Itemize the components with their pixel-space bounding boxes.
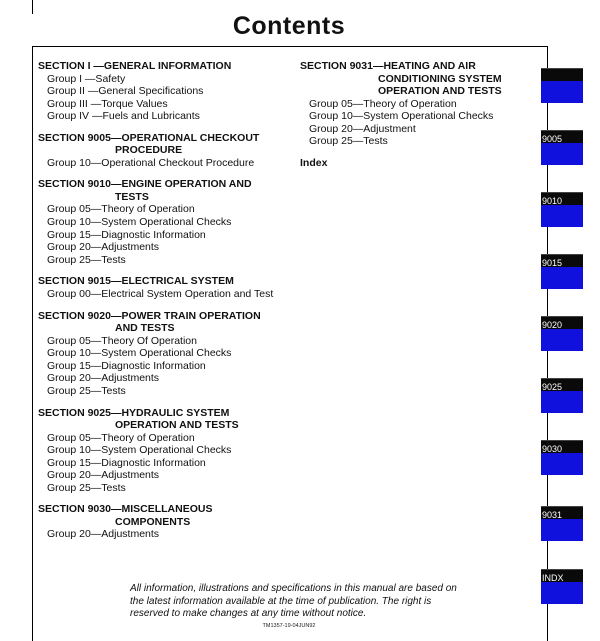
tab-label: 9031 bbox=[542, 510, 563, 520]
toc-group-link[interactable]: Group 10—System Operational Checks bbox=[47, 347, 232, 360]
section-heading-line1: SECTION 9020—POWER TRAIN OPERATION bbox=[38, 309, 261, 322]
toc-group-link[interactable]: Group 00—Electrical System Operation and Test bbox=[47, 287, 274, 300]
section-tab[interactable] bbox=[541, 440, 583, 475]
toc-group-link[interactable]: Group 20—Adjustments bbox=[47, 528, 160, 541]
tab-label: 9005 bbox=[542, 134, 563, 144]
toc-group-link[interactable]: Group 20—Adjustment bbox=[309, 122, 416, 135]
section-heading-line1: SECTION 9031—HEATING AND AIR bbox=[300, 60, 476, 72]
tab-label: 9030 bbox=[542, 444, 563, 454]
section-heading-line2: PROCEDURE bbox=[115, 144, 183, 157]
index-link[interactable]: Index bbox=[300, 156, 328, 169]
toc-group-link[interactable]: Group 10—System Operational Checks bbox=[47, 444, 232, 457]
tab-color-band bbox=[541, 329, 583, 351]
toc-section bbox=[38, 132, 288, 170]
toc-group-link[interactable]: Group 05—Theory Of Operation bbox=[47, 334, 197, 347]
toc-group-link[interactable]: Group II —General Specifications bbox=[47, 85, 204, 98]
toc-section-9031 bbox=[300, 60, 540, 148]
tab-label: 9025 bbox=[542, 382, 563, 392]
tab-color-band bbox=[541, 391, 583, 413]
section-heading-line1: SECTION 9030—MISCELLANEOUS bbox=[38, 503, 213, 516]
section-tab[interactable] bbox=[541, 68, 583, 103]
toc-group-link[interactable]: Group 10—System Operational Checks bbox=[309, 110, 494, 123]
toc-group-link[interactable]: Group 10—System Operational Checks bbox=[47, 216, 232, 229]
section-heading-line3: OPERATION AND TESTS bbox=[378, 85, 502, 97]
tab-label: 9020 bbox=[542, 320, 563, 330]
section-heading-line2: OPERATION AND TESTS bbox=[115, 419, 239, 431]
section-heading-line1: SECTION 9005—OPERATIONAL CHECKOUT bbox=[38, 131, 260, 144]
tab-color-band bbox=[541, 205, 583, 227]
toc-group-link[interactable]: Group 15—Diagnostic Information bbox=[47, 228, 206, 241]
toc-section bbox=[38, 503, 288, 541]
tab-label: 9010 bbox=[542, 196, 563, 206]
toc-group-link[interactable]: Group III —Torque Values bbox=[47, 97, 168, 110]
section-heading-line2: COMPONENTS bbox=[115, 515, 191, 528]
tab-label: 9015 bbox=[542, 258, 563, 268]
section-tab[interactable] bbox=[541, 130, 583, 165]
toc-group-link[interactable]: Group 15—Diagnostic Information bbox=[47, 456, 206, 469]
toc-section bbox=[38, 407, 288, 495]
toc-section bbox=[38, 275, 288, 300]
section-tab[interactable] bbox=[541, 506, 583, 541]
toc-group-link[interactable]: Group 05—Theory of Operation bbox=[47, 431, 195, 444]
toc-group-link[interactable]: Group IV —Fuels and Lubricants bbox=[47, 110, 200, 123]
section-heading-line1: SECTION 9025—HYDRAULIC SYSTEM bbox=[38, 406, 230, 419]
toc-section bbox=[38, 60, 288, 123]
section-heading bbox=[38, 407, 288, 432]
tab-color-band bbox=[541, 267, 583, 289]
toc-group-link[interactable]: Group 25—Tests bbox=[47, 481, 126, 494]
section-heading bbox=[300, 60, 540, 98]
toc-group-link[interactable]: Group 05—Theory of Operation bbox=[47, 203, 195, 216]
tab-color-band bbox=[541, 582, 583, 604]
toc-group-link[interactable]: Group 20—Adjustments bbox=[47, 372, 160, 385]
section-heading bbox=[38, 310, 288, 335]
section-heading-line2: AND TESTS bbox=[115, 322, 175, 335]
tab-color-band bbox=[541, 453, 583, 475]
section-tab[interactable] bbox=[541, 378, 583, 413]
tab-color-band bbox=[541, 81, 583, 103]
section-heading bbox=[38, 275, 288, 288]
section-heading-line2: TESTS bbox=[115, 190, 149, 203]
section-heading bbox=[38, 132, 288, 157]
section-heading bbox=[38, 503, 288, 528]
toc-group-link[interactable]: Group 15—Diagnostic Information bbox=[47, 359, 206, 372]
toc-group-link[interactable]: Group 05—Theory of Operation bbox=[309, 97, 457, 110]
toc-group-link[interactable]: Group 25—Tests bbox=[309, 135, 388, 148]
page-title: Contents bbox=[232, 12, 346, 40]
tab-color-band bbox=[541, 143, 583, 165]
toc-group-link[interactable]: Group I —Safety bbox=[47, 72, 126, 85]
left-column bbox=[38, 60, 288, 550]
toc-group-link[interactable]: Group 20—Adjustments bbox=[47, 241, 160, 254]
toc-section bbox=[38, 310, 288, 398]
toc-group-link[interactable]: Group 25—Tests bbox=[47, 384, 126, 397]
footer-note: All information, illustrations and specifications in this manual are based on the latest information available at the time of publication. The right is reserved to make changes at any time without notice. bbox=[130, 583, 457, 619]
section-tab[interactable] bbox=[541, 316, 583, 351]
toc-group-link[interactable]: Group 20—Adjustments bbox=[47, 469, 160, 482]
section-heading-line1: SECTION 9015—ELECTRICAL SYSTEM bbox=[38, 275, 234, 288]
section-tab[interactable] bbox=[541, 192, 583, 227]
toc-group-link[interactable]: Group 10—Operational Checkout Procedure bbox=[47, 156, 255, 169]
right-column bbox=[300, 60, 540, 169]
section-heading bbox=[38, 178, 288, 203]
tab-color-band bbox=[541, 519, 583, 541]
section-tab[interactable] bbox=[541, 569, 583, 604]
tab-label: INDX bbox=[542, 573, 564, 583]
section-heading-line1: SECTION I —GENERAL INFORMATION bbox=[38, 60, 232, 72]
toc-group-link[interactable]: Group 25—Tests bbox=[47, 253, 126, 266]
section-heading-line2: CONDITIONING SYSTEM bbox=[378, 72, 502, 85]
section-tab[interactable] bbox=[541, 254, 583, 289]
section-heading bbox=[38, 60, 288, 73]
document-code: TM1357-19-04JUN92 bbox=[262, 623, 316, 629]
section-heading-line1: SECTION 9010—ENGINE OPERATION AND bbox=[38, 178, 252, 191]
toc-section bbox=[38, 178, 288, 266]
